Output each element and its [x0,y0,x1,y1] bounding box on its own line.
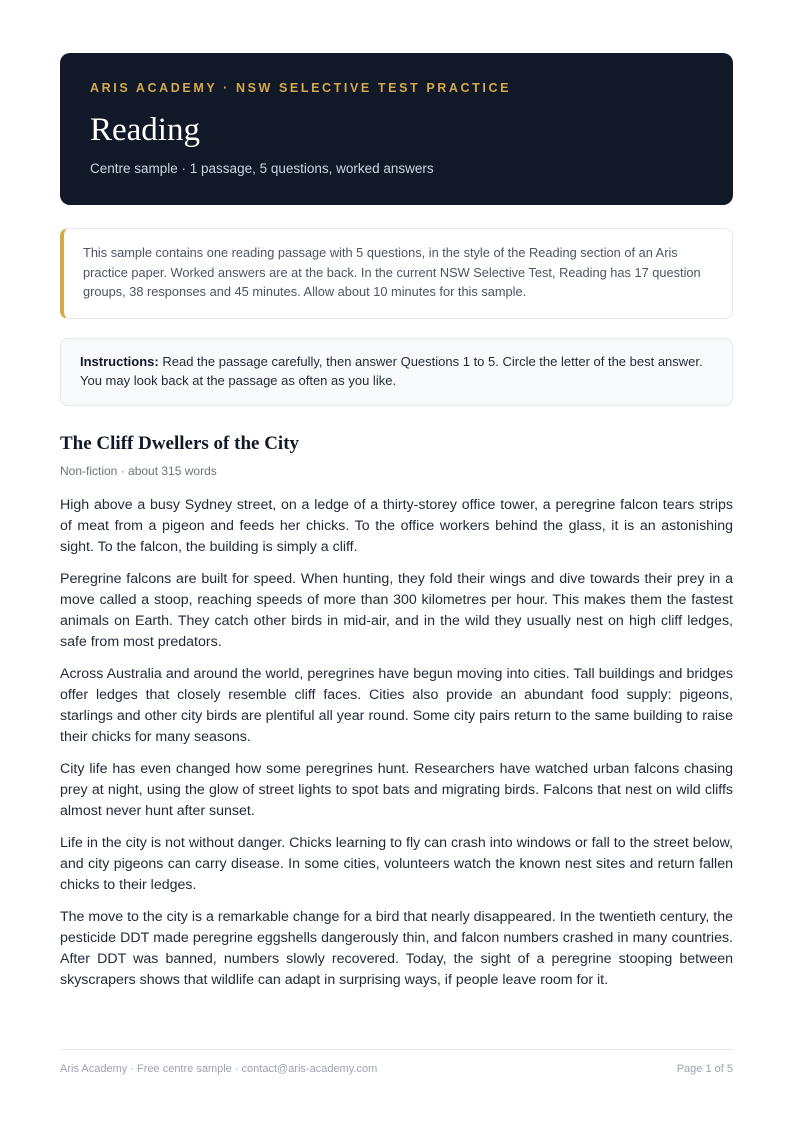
passage-paragraph: The move to the city is a remarkable change for a bird that nearly disappeared. In the twentieth century, the pesticide DDT made peregrine eggshells dangerously thin, and falcon numbers crashed in many countries. After DDT was banned, numbers slowly recovered. Today, the sight of a peregrine stooping between skyscrapers shows that wildlife can adapt in surprising ways, if people leave room for it. [60,908,733,988]
page [60,53,733,1002]
instructions-text: Read the passage carefully, then answer Questions 1 to 5. Circle the letter of the best answer. You may look back at the passage as often as you like. [80,353,703,388]
footer-contact: Aris Academy · Free centre sample · contact@aris-academy.com [60,1063,378,1075]
passage-paragraph: Across Australia and around the world, peregrines have begun moving into cities. Tall buildings and bridges offer ledges that closely resemble cliff faces. Cities also provide an abundant food supply: pigeons, starlings and other city birds are plentiful all year round. Some city pairs return to the same building to raise their chicks for many seasons. [60,665,733,745]
sample-note [60,228,733,319]
footer [60,1049,733,1076]
passage-meta: Non-fiction · about 315 words [60,463,217,478]
instructions-label: Instructions: [80,353,159,369]
instructions-box [60,338,733,406]
page-number: Page 1 of 5 [676,1063,733,1075]
header-subtitle: Centre sample · 1 passage, 5 questions, worked answers [90,161,434,176]
passage-paragraph: Life in the city is not without danger. Chicks learning to fly can crash into windows or fall to the street below, and city pigeons can carry disease. In some cities, volunteers watch the known nest sites and return fallen chicks to their ledges. [60,834,733,893]
passage-body [60,495,733,991]
page-title: Reading [90,112,200,148]
sample-note-text: This sample contains one reading passage with 5 questions, in the style of the Reading section of an Aris practice paper. Worked answers are at the back. In the current NSW Selective Test, Reading has 17 question groups, 38 responses and 45 minutes. Allow about 10 minutes for this sample. [83,245,701,299]
passage-title: The Cliff Dwellers of the City [60,432,300,454]
header-kicker: ARIS ACADEMY · NSW SELECTIVE TEST PRACTICE [90,81,512,95]
passage-paragraph: High above a busy Sydney street, on a ledge of a thirty-storey office tower, a peregrine falcon tears strips of meat from a pigeon and feeds her chicks. To the office workers behind the glass, it is an astonishing sight. To the falcon, the building is simply a cliff. [60,496,733,555]
header-banner [60,53,733,205]
passage-paragraph: City life has even changed how some peregrines hunt. Researchers have watched urban falcons chasing prey at night, using the glow of street lights to spot bats and migrating birds. Falcons that nest on wild cliffs almost never hunt after sunset. [60,760,733,819]
passage-paragraph: Peregrine falcons are built for speed. When hunting, they fold their wings and dive towards their prey in a move called a stoop, reaching speeds of more than 300 kilometres per hour. This makes them the fastest animals on Earth. They catch other birds in mid-air, and in the wild they usually nest on high cliff ledges, safe from most predators. [60,570,733,650]
